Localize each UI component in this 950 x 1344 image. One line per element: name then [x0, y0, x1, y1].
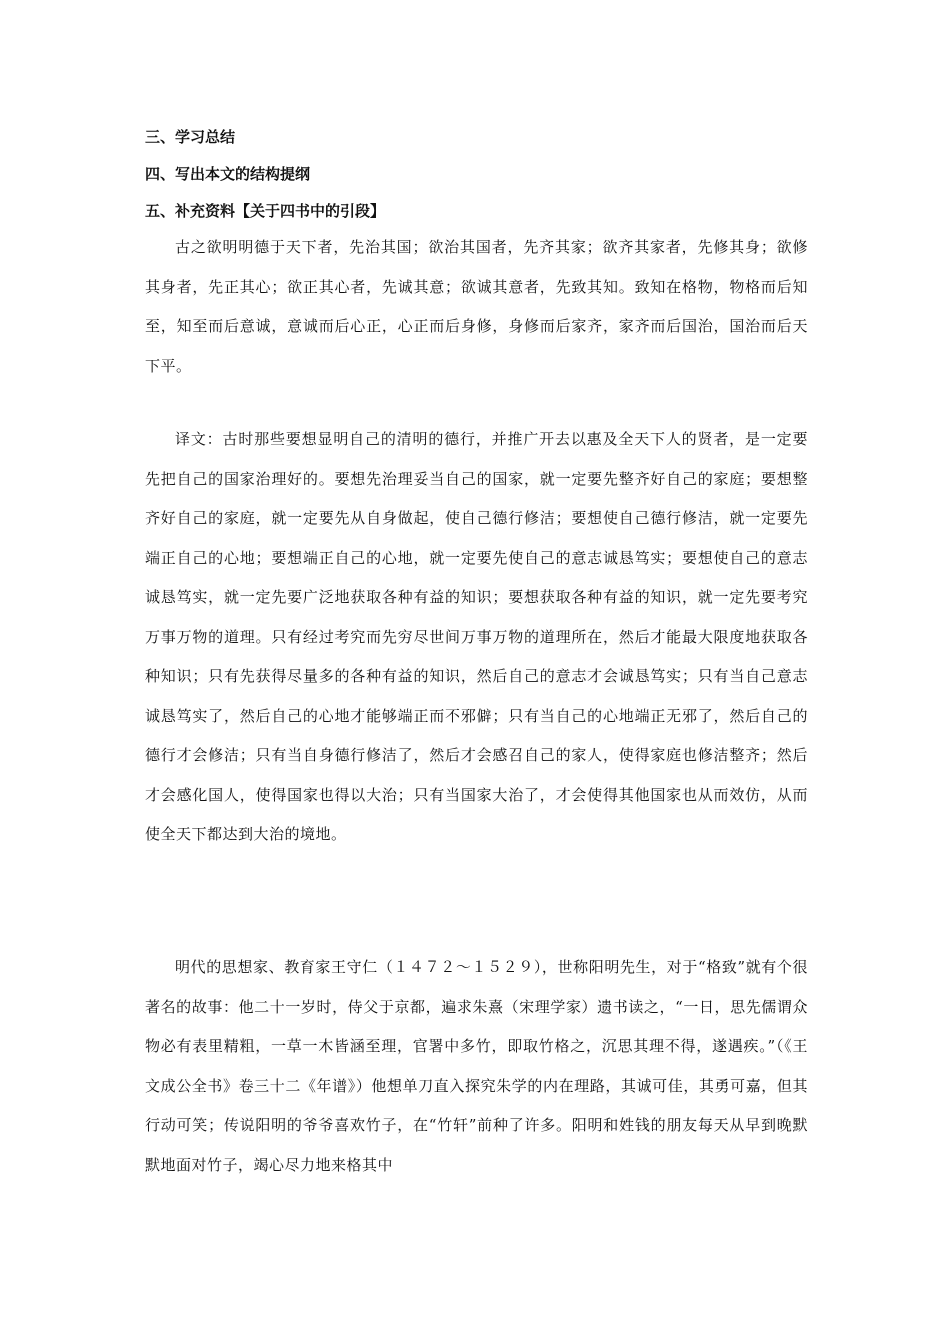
section-heading-summary: 三、学习总结 — [145, 128, 236, 146]
section-heading-supplement: 五、补充资料【关于四书中的引段】 — [145, 202, 386, 220]
translation-paragraph: 译文：古时那些要想显明自己的清明的德行，并推广开去以惠及全天下人的贤者，是一定要先把自己的国家治理好的。要想先治理妥当自己的国家，就一定要先整齐好自己的家庭；要想整齐好自己的家庭，就一定要先从自身做起，使自己德行修洁；要想使自己德行修洁，就一定要先端正自己的心地；要想端正自己的心地，就一定要先使自己的意志诚恳笃实；要想使自己的意志诚恳笃实，就一定先要广泛地获取各种有益的知识；要想获取各种有益的知识，就一定先要考究万事万物的道理。只有经过考究而先穷尽世间万事万物的道理所在，然后才能最大限度地获取各种知识；只有先获得尽量多的各种有益的知识，然后自己的意志才会诚恳笃实；只有当自己意志诚恳笃实了，然后自己的心地才能够端正而不邪僻；只有当自己的心地端正无邪了，然后自己的德行才会修洁；只有当自身德行修洁了，然后才会感召自己的家人，使得家庭也修洁整齐；然后才会感化国人，使得国家也得以大治；只有当国家大治了，才会使得其他国家也从而效仿，从而使全天下都达到大治的境地。 — [145, 430, 808, 843]
wang-yangming-story-paragraph: 明代的思想家、教育家王守仁（１４７２～１５２９），世称阳明先生，对于“格致”就有个很著名的故事：他二十一岁时，侍父于京都，遍求朱熹（宋理学家）遗书读之，“一日，思先儒谓众物必有表里精粗，一草一木皆涵至理，官署中多竹，即取竹格之，沉思其理不得，遂遇疾。”（《王文成公全书》卷三十二《年谱》）他想单刀直入探究朱学的内在理路，其诚可佳，其勇可嘉，但其行动可笑；传说阳明的爷爷喜欢竹子，在“竹轩”前种了许多。阳明和姓钱的朋友每天从早到晚默默地面对竹子，竭心尽力地来格其中 — [145, 958, 808, 1174]
section-heading-outline: 四、写出本文的结构提纲 — [145, 165, 311, 183]
classical-text-paragraph: 古之欲明明德于天下者，先治其国；欲治其国者，先齐其家；欲齐其家者，先修其身；欲修其身者，先正其心；欲正其心者，先诚其意；欲诚其意者，先致其知。致知在格物，物格而后知至，知至而后意诚，意诚而后心正，心正而后身修，身修而后家齐，家齐而后国治，国治而后天下平。 — [145, 238, 808, 375]
